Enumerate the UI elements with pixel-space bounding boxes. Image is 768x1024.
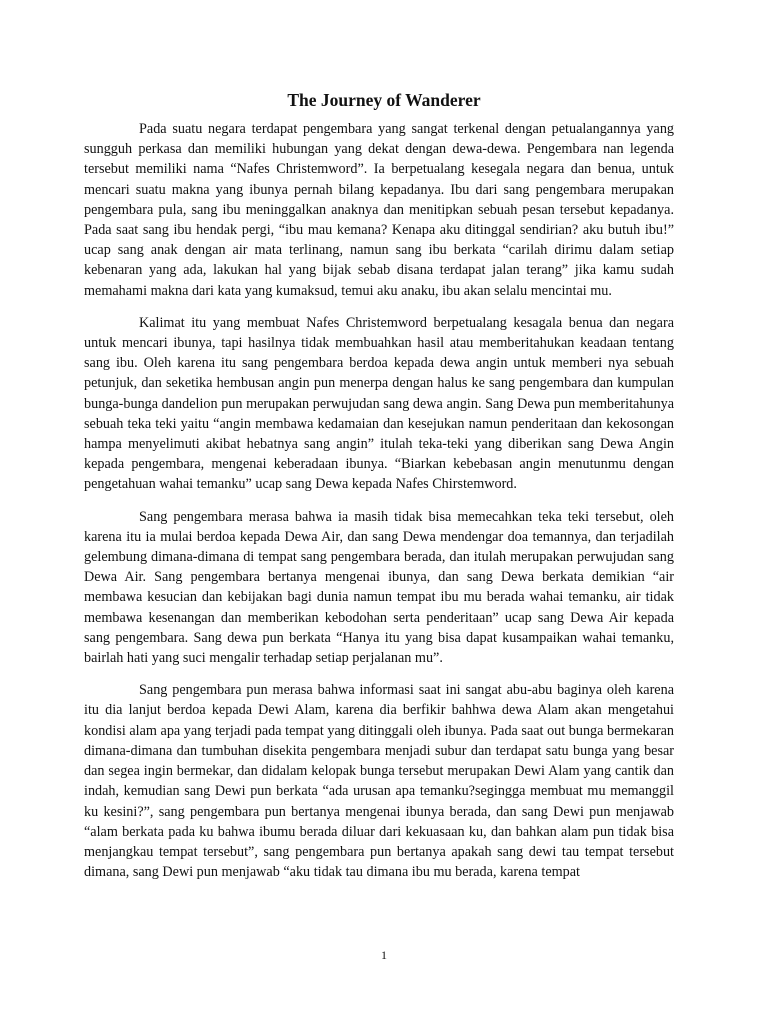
- paragraph-2: Kalimat itu yang membuat Nafes Christemword berpetualang kesagala benua dan negara untuk mencari ibunya, tapi hasilnya tidak membuahkan hasil atau memberitahukan keadaan tentang sang ibu. Oleh karena itu sang pengembara berdoa kepada dewa angin untuk memberi nya sebuah petunjuk, dan seketika hembusan angin pun menerpa dengan halus ke sang pengembara dan kumpulan bunga-bunga dandelion pun merupakan perwujudan sang dewa angin. Sang Dewa pun memberitahunya sebuah teka teki yaitu “angin membawa kedamaian dan kesejukan namun penderitaan dan kekosongan hampa menyelimuti akibat hebatnya sang angin” itulah teka-teki yang diberikan sang Dewa Angin kepada pengembara, mengenai keberadaan ibunya. “Biarkan kebebasan angin menutunmu dengan pengetahuan wahai temanku” ucap sang Dewa kepada Nafes Chirstemword.: [84, 314, 674, 493]
- document-title: The Journey of Wanderer: [287, 90, 481, 110]
- paragraph-4: Sang pengembara pun merasa bahwa informasi saat ini sangat abu-abu baginya oleh karena itu dia lanjut berdoa kepada Dewi Alam, karena dia berfikir bahhwa dewa Alam akan mengetahui kondisi alam apa yang terjadi pada tempat yang ditinggali oleh ibunya. Pada saat out bunga bermekaran dimana-dimana dan tumbuhan disekita pengembara menjadi subur dan terdapat satu bunga yang besar dan segea ingin bermekar, dan didalam kelopak bunga tersebut merupakan Dewi Alam yang cantik dan indah, kemudian sang Dewi pun berkata “ada urusan apa temanku?segingga membuat mu memanggil ku kesini?”, sang pengembara pun bertanya mengenai ibunya berada, dan sang Dewi pun menjawab “alam berkata pada ku bahwa ibumu berada diluar dari kekuasaan ku, dan bahkan alam pun tidak bisa menjangkau tempat tersebut”, sang pengembara pun bertanya apakah sang dewi tau tempat tersebut dimana, sang Dewi pun menjawab “aku tidak tau dimana ibu mu berada, karena tempat: [84, 682, 674, 881]
- document-body: [84, 119, 674, 894]
- paragraph-3: Sang pengembara merasa bahwa ia masih tidak bisa memecahkan teka teki tersebut, oleh karena itu ia mulai berdoa kepada Dewa Air, dan sang Dewa mendengar doa temannya, dan terjadilah gelembung dimana-dimana di tempat sang pengembara berada, dan itulah merupakan perwujudan sang Dewa Air. Sang pengembara bertanya mengenai ibunya, dan sang Dewa berkata demikian “air membawa kesucian dan kebijakan bagi dunia namun tempat ibu mu berada wahai temanku, air tidak membawa kesenangan dan memberikan kebodohan serta penderitaan” ucap sang Dewa Air kepada sang pengembara. Sang dewa pun berkata “Hanya itu yang bisa dapat kusampaikan wahai temanku, bairlah hati yang suci mengalir terhadap setiap perjalanan mu”.: [84, 508, 674, 667]
- paragraph-1: Pada suatu negara terdapat pengembara yang sangat terkenal dengan petualangannya yang sungguh perkasa dan memiliki hubungan yang dekat dengan dewa-dewa. Pengembara nan legenda tersebut memiliki nama “Nafes Christemword”. Ia berpetualang kesegala negara dan benua, untuk mencari suatu makna yang ibunya pernah bilang kepadanya. Ibu dari sang pengembara merupakan pengembara pula, sang ibu meninggalkan anaknya dan menitipkan sebuah pesan tersebut kepadanya. Pada saat sang ibu hendak pergi, “ibu mau kemana? Kenapa aku ditinggal sendirian? aku butuh ibu!” ucap sang anak dengan air mata terlinang, namun sang ibu berkata “carilah dirimu dalam setiap kebenaran yang ada, lakukan hal yang bijak sebab disana terdapat jalan terang” jika kamu sudah memahami makna dari kata yang kumaksud, temui aku anaku, ibu akan selalu mencintai mu.: [84, 121, 674, 299]
- page-number: 1: [381, 948, 387, 962]
